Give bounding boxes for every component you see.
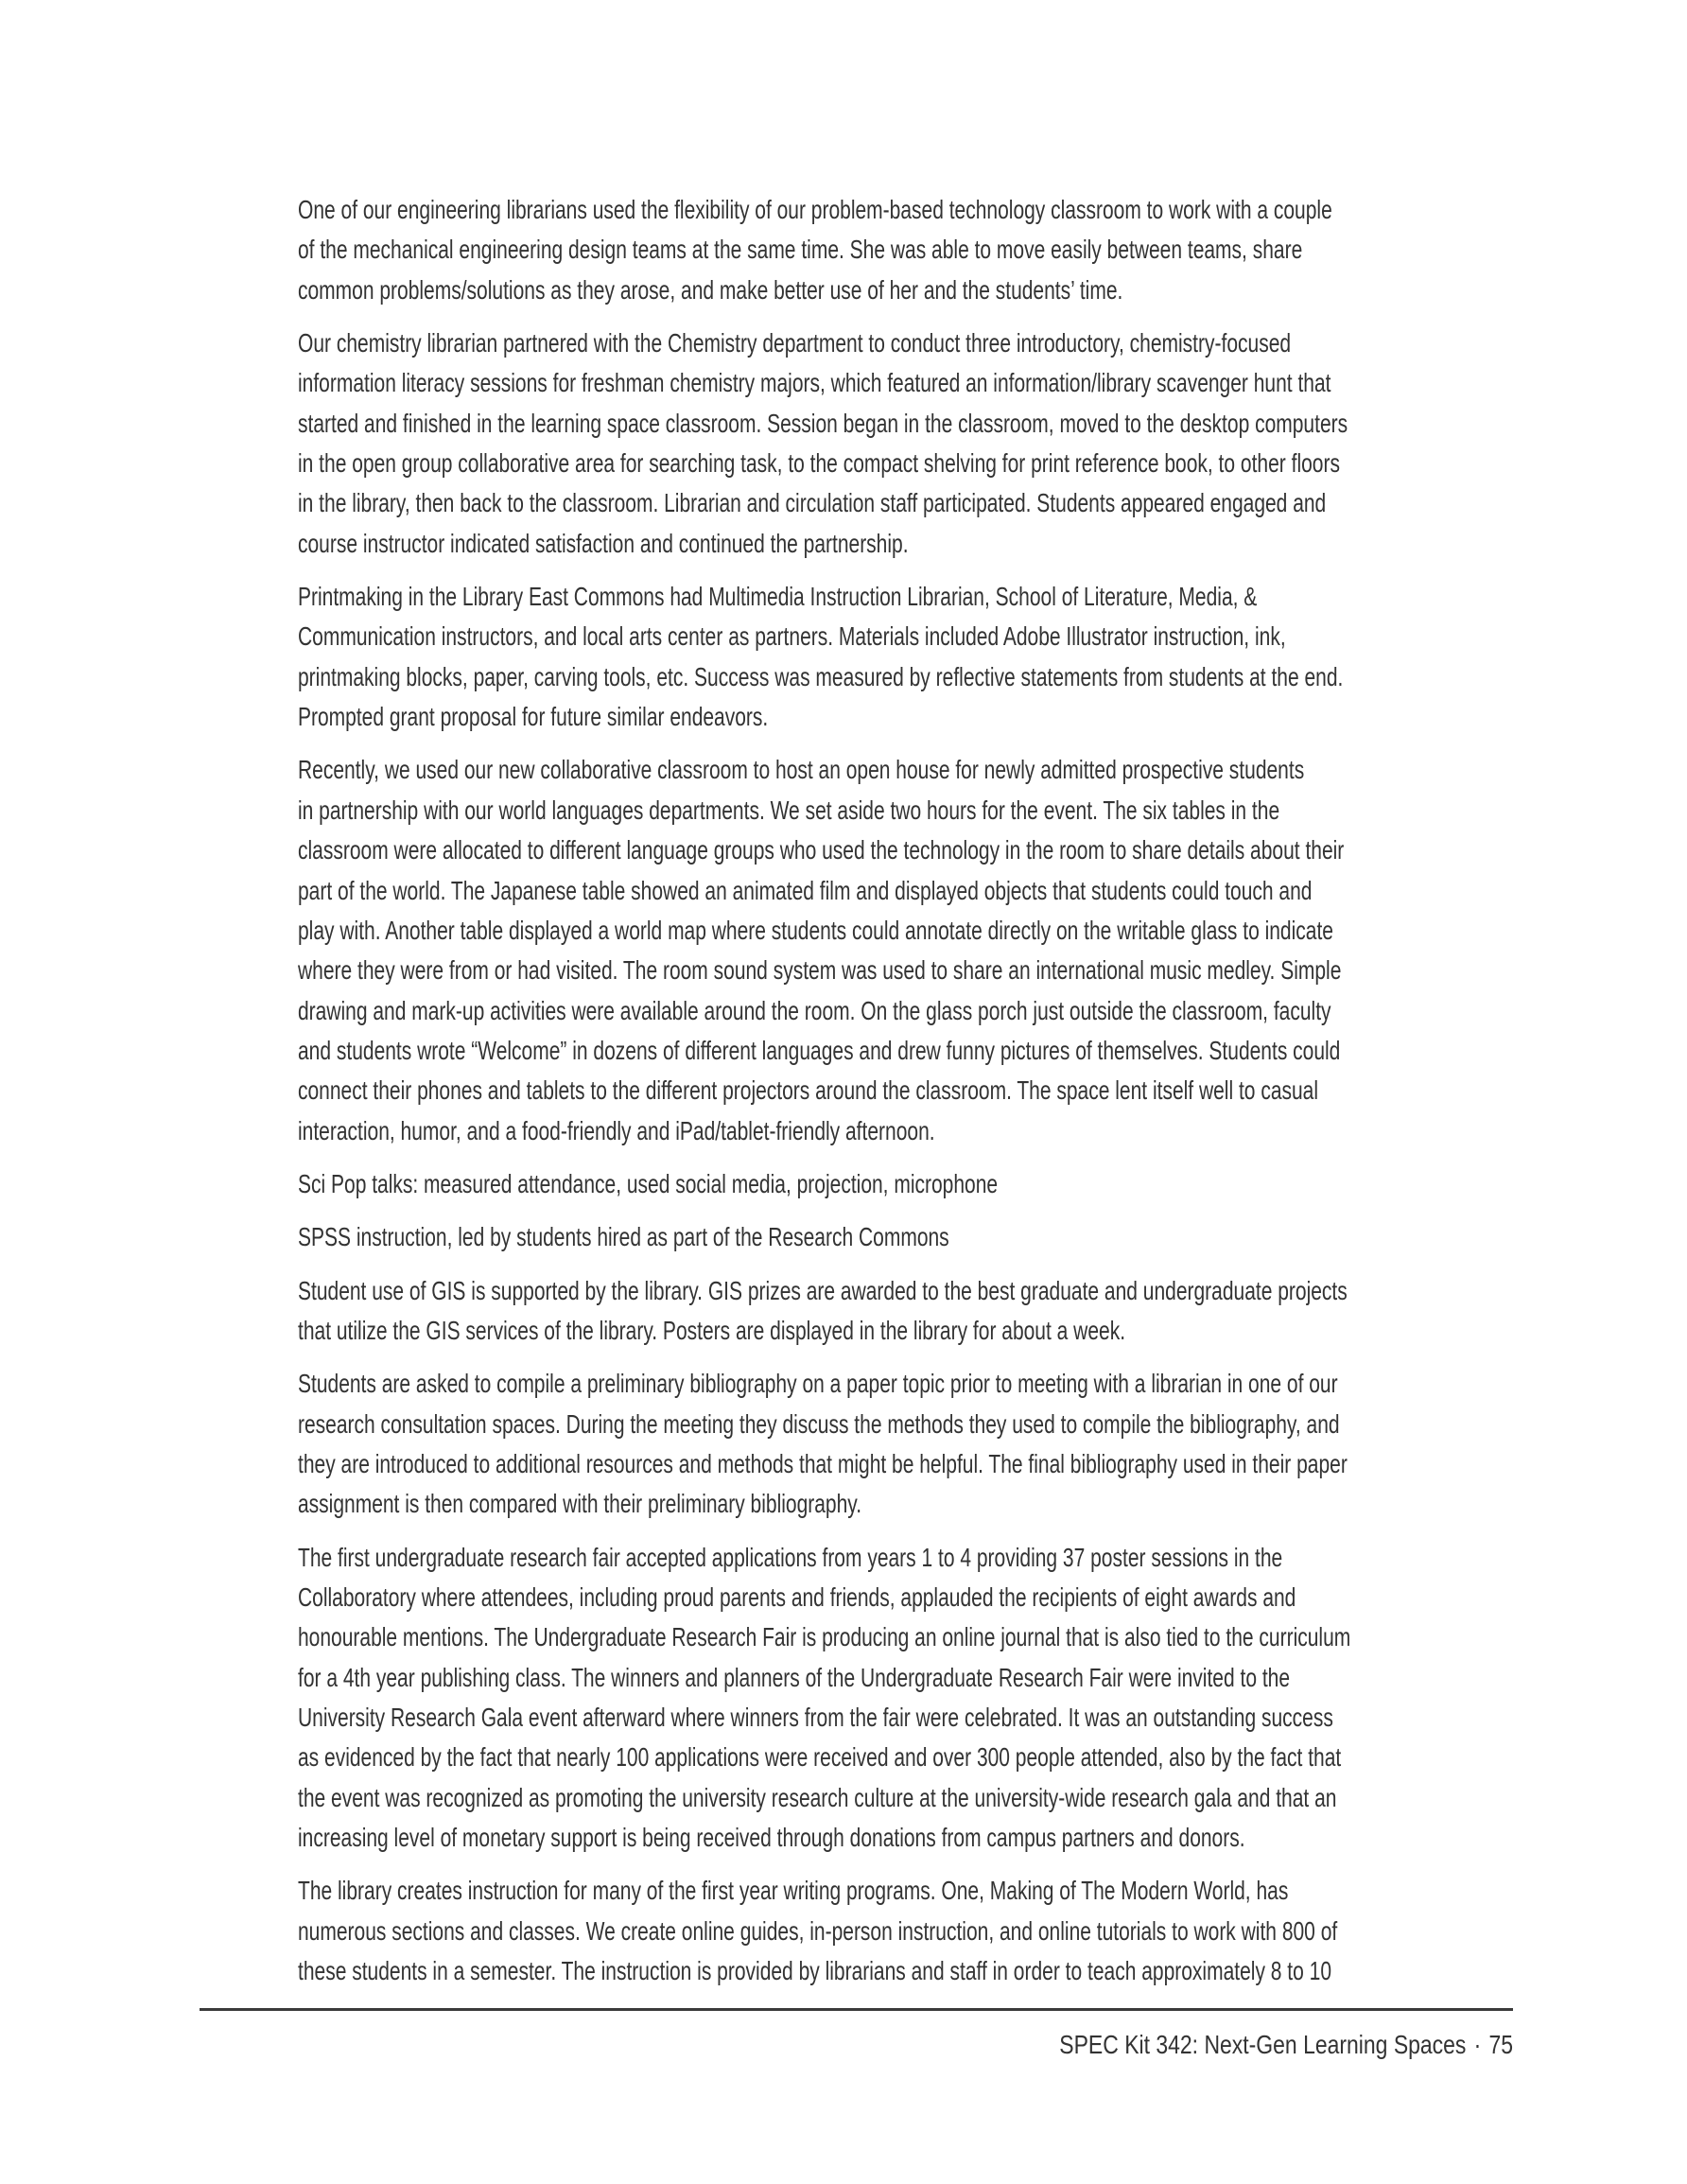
text-line: Students are asked to compile a preliminary bibliography on a paper topic prior to meeting with a librarian in one of our <box>298 1369 1338 1399</box>
text-line: these students in a semester. The instruction is provided by librarians and staff in order to teach approximately 8 to 10 <box>298 1956 1331 1986</box>
paragraph <box>298 1271 1475 1352</box>
text-line: the event was recognized as promoting the university research culture at the university-wide research gala and that an <box>298 1782 1337 1812</box>
paragraph <box>298 750 1475 1150</box>
text-line: One of our engineering librarians used the flexibility of our problem-based technology classroom to work with a couple <box>298 195 1332 224</box>
text-line: printmaking blocks, paper, carving tools, etc. Success was measured by reflective statements from students at the end. <box>298 661 1344 691</box>
text-line: for a 4th year publishing class. The winners and planners of the Undergraduate Research Fair were invited to the <box>298 1662 1291 1692</box>
paragraph <box>298 1364 1475 1524</box>
text-line: that utilize the GIS services of the library. Posters are displayed in the library for about a week. <box>298 1315 1126 1345</box>
text-line: Student use of GIS is supported by the library. GIS prizes are awarded to the best graduate and undergraduate projects <box>298 1275 1348 1305</box>
text-line: play with. Another table displayed a world map where students could annotate directly on the writable glass to indicate <box>298 915 1333 945</box>
text-line: The first undergraduate research fair accepted applications from years 1 to 4 providing 37 poster sessions in the <box>298 1542 1283 1572</box>
text-line: as evidenced by the fact that nearly 100 applications were received and over 300 people attended, also by the fact that <box>298 1742 1342 1773</box>
text-line: started and finished in the learning space classroom. Session began in the classroom, moved to the desktop computers <box>298 408 1348 438</box>
paragraph <box>298 1217 1475 1257</box>
text-line: connect their phones and tablets to the different projectors around the classroom. The space lent itself well to casual <box>298 1075 1319 1106</box>
text-line: Recently, we used our new collaborative classroom to host an open house for newly admitted prospective students <box>298 755 1305 785</box>
footer-page-number: 75 <box>1488 2030 1513 2059</box>
footer-rule <box>200 2008 1513 2011</box>
text-line: and students wrote “Welcome” in dozens of different languages and drew funny pictures of themselves. Students could <box>298 1035 1341 1065</box>
footer-separator: · <box>1473 2030 1482 2059</box>
text-line: research consultation spaces. During the meeting they discuss the methods they used to compile the bibliography, and <box>298 1408 1340 1439</box>
text-line: Prompted grant proposal for future similar endeavors. <box>298 702 769 732</box>
text-line: in the library, then back to the classroom. Librarian and circulation staff participated. Students appeared engaged and <box>298 488 1327 518</box>
text-line: Collaboratory where attendees, including proud parents and friends, applauded the recipients of eight awards and <box>298 1582 1296 1612</box>
paragraph <box>298 190 1475 310</box>
text-line: Sci Pop talks: measured attendance, used social media, projection, microphone <box>298 1168 999 1198</box>
text-line: The library creates instruction for many of the first year writing programs. One, Making of The Modern World, has <box>298 1876 1289 1906</box>
text-line: honourable mentions. The Undergraduate Research Fair is producing an online journal that is also tied to the curriculum <box>298 1622 1351 1652</box>
paragraph <box>298 1164 1475 1204</box>
text-line: Our chemistry librarian partnered with the Chemistry department to conduct three introductory, chemistry-focused <box>298 328 1292 358</box>
text-line: information literacy sessions for freshman chemistry majors, which featured an information/library scavenger hunt that <box>298 368 1331 398</box>
text-line: University Research Gala event afterward where winners from the fair were celebrated. It was an outstanding success <box>298 1703 1333 1733</box>
text-line: course instructor indicated satisfaction and continued the partnership. <box>298 528 909 558</box>
text-line: where they were from or had visited. The room sound system was used to share an international music medley. Simple <box>298 955 1342 986</box>
paragraph <box>298 323 1475 564</box>
text-line: Printmaking in the Library East Commons had Multimedia Instruction Librarian, School of Literature, Media, & <box>298 582 1258 612</box>
text-line: Communication instructors, and local arts center as partners. Materials included Adobe Illustrator instruction, ink, <box>298 621 1286 652</box>
text-line: part of the world. The Japanese table showed an animated film and displayed objects that students could touch and <box>298 875 1313 905</box>
text-line: numerous sections and classes. We create online guides, in-person instruction, and online tutorials to work with 800 of <box>298 1915 1338 1946</box>
text-line: in partnership with our world languages departments. We set aside two hours for the event. The six tables in the <box>298 795 1280 825</box>
paragraph <box>298 577 1475 737</box>
text-line: assignment is then compared with their preliminary bibliography. <box>298 1489 862 1519</box>
text-line: SPSS instruction, led by students hired as part of the Research Commons <box>298 1222 949 1252</box>
paragraph <box>298 1538 1475 1859</box>
text-line: they are introduced to additional resources and methods that might be helpful. The final bibliography used in their paper <box>298 1448 1348 1478</box>
text-line: interaction, humor, and a food-friendly and iPad/tablet-friendly afternoon. <box>298 1115 935 1145</box>
text-line: classroom were allocated to different language groups who used the technology in the room to share details about their <box>298 835 1345 865</box>
body-text <box>298 190 1475 2004</box>
text-line: drawing and mark-up activities were available around the room. On the glass porch just outside the classroom, faculty <box>298 995 1331 1025</box>
text-line: of the mechanical engineering design teams at the same time. She was able to move easily between teams, share <box>298 235 1303 265</box>
paragraph <box>298 1871 1475 1991</box>
footer-title: SPEC Kit 342: Next-Gen Learning Spaces <box>1059 2030 1467 2059</box>
text-line: increasing level of monetary support is being received through donations from campus partners and donors. <box>298 1823 1245 1853</box>
text-line: common problems/solutions as they arose, and make better use of her and the students’ time. <box>298 274 1123 305</box>
text-line: in the open group collaborative area for searching task, to the compact shelving for print reference book, to other floors <box>298 448 1340 479</box>
page-footer <box>1059 2025 1513 2065</box>
